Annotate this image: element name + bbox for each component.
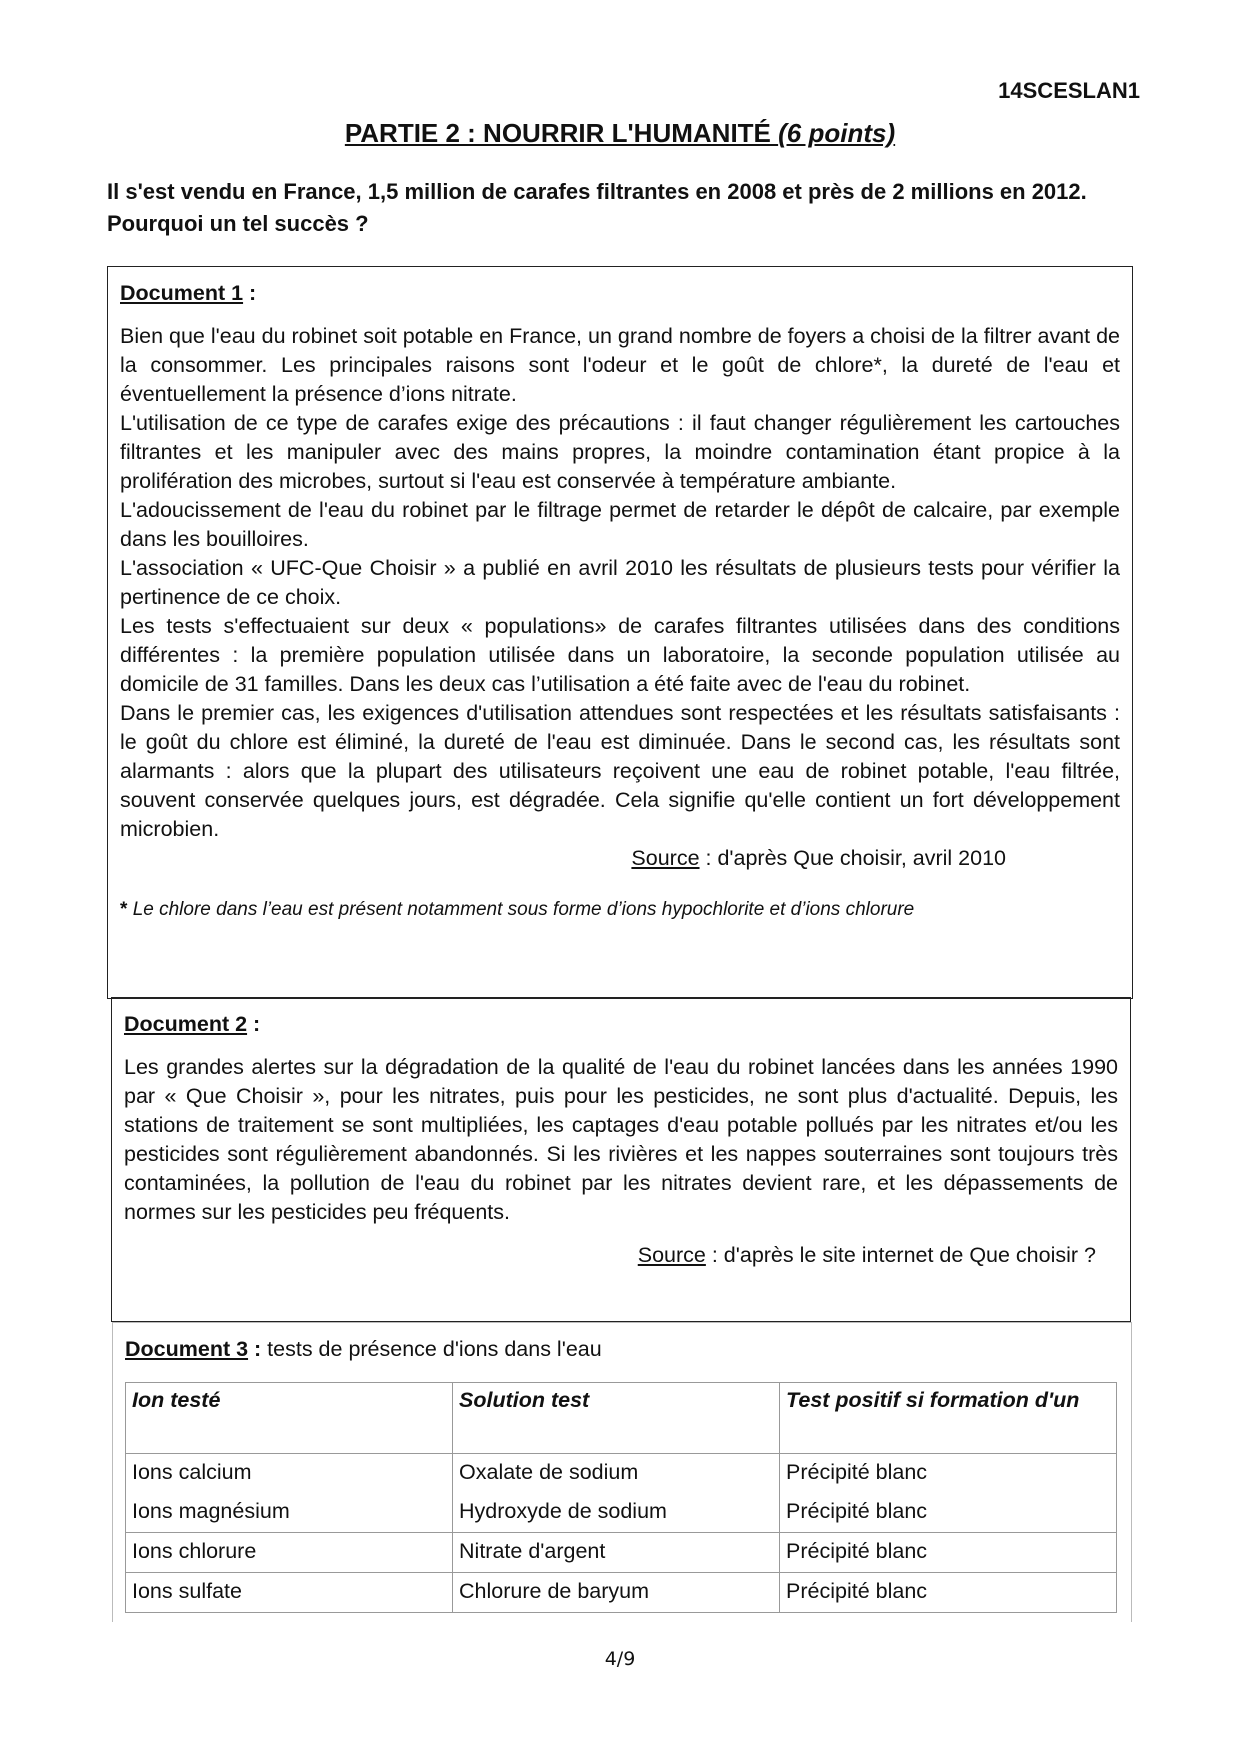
doc1-source-label: Source (631, 846, 700, 870)
table-cell: Ions calcium (126, 1454, 453, 1494)
document-1-box (107, 266, 1133, 999)
table-cell: Précipité blanc (780, 1454, 1117, 1494)
exam-code: 14SCESLAN1 (998, 78, 1140, 103)
table-cell: Précipité blanc (780, 1493, 1117, 1533)
document-1-label: Document 1 (120, 281, 244, 305)
document-3-heading (125, 1335, 1119, 1364)
doc2-source-text: : d'après le site internet de Que choisir ? (705, 1243, 1096, 1267)
table-cell: Chlorure de baryum (453, 1573, 780, 1613)
doc1-footnote (120, 895, 1120, 924)
table-cell: Ions sulfate (126, 1573, 453, 1613)
footnote-star: * (120, 899, 133, 920)
doc1-paragraph: Dans le premier cas, les exigences d'utilisation attendues sont respectées et les résultats satisfaisants : le goût du chlore est éliminé, la dureté de l'eau est diminuée. Dans le second cas, les résultats sont alarmants : alors que la plupart des utilisateurs reçoivent une eau de robinet potable, l'eau filtrée, souvent conservée quelques jours, est dégradée. Cela signifie qu'elle contient un fort développement microbien. (120, 701, 1120, 841)
table-cell: Nitrate d'argent (453, 1533, 780, 1573)
page-number: 4/9 (604, 1648, 636, 1670)
table-cell: Ions magnésium (126, 1493, 453, 1533)
table-row (126, 1573, 1117, 1613)
doc1-paragraph: L'adoucissement de l'eau du robinet par le filtrage permet de retarder le dépôt de calcaire, par exemple dans les bouilloires. (120, 498, 1120, 551)
table-cell: Précipité blanc (780, 1533, 1117, 1573)
table-cell: Précipité blanc (780, 1573, 1117, 1613)
doc1-paragraph: Les tests s'effectuaient sur deux « populations» de carafes filtrantes utilisées dans des conditions différentes : la première population utilisée dans un laboratoire, la seconde population utilisée au domicile de 31 familles. Dans les deux cas l’utilisation a été faite avec de l'eau du robinet. (120, 614, 1120, 696)
table-row (126, 1454, 1117, 1494)
document-1-heading (120, 279, 1120, 308)
document-2-colon: : (247, 1012, 261, 1036)
doc1-paragraph: L'utilisation de ce type de carafes exige des précautions : il faut changer régulièrement les cartouches filtrantes et les manipuler avec des mains propres, la moindre contamination étant propice à la prolifération des microbes, surtout si l'eau est conservée à température ambiante. (120, 411, 1120, 493)
footnote-text: Le chlore dans l’eau est présent notamment sous forme d’ions hypochlorite et d’ions chlorure (132, 899, 915, 920)
page-title (0, 118, 1240, 149)
doc1-paragraph: L'association « UFC-Que Choisir » a publié en avril 2010 les résultats de plusieurs tests pour vérifier la pertinence de ce choix. (120, 556, 1120, 609)
doc1-source (120, 844, 1120, 873)
doc2-paragraph: Les grandes alertes sur la dégradation de la qualité de l'eau du robinet lancées dans les années 1990 par « Que Choisir », pour les nitrates, puis pour les pesticides, ne sont plus d'actualité. Depuis, les stations de traitement se sont multipliées, les captages d'eau potable pollués par les nitrates et/ou les pesticides sont régulièrement abandonnés. Si les rivières et les nappes souterraines sont toujours très contaminées, la pollution de l'eau du robinet par les nitrates devient rare, et les dépassements de normes sur les pesticides peu fréquents. (124, 1055, 1118, 1224)
title-points: (6 points) (778, 118, 896, 148)
table-header-cell: Solution test (453, 1383, 780, 1454)
table-cell: Hydroxyde de sodium (453, 1493, 780, 1533)
doc2-source-label: Source (637, 1243, 706, 1267)
document-3-box (112, 1322, 1132, 1622)
doc1-source-text: : d'après Que choisir, avril 2010 (699, 846, 1006, 870)
table-header-row (126, 1383, 1117, 1454)
table-cell: Ions chlorure (126, 1533, 453, 1573)
document-2-heading (124, 1010, 1118, 1039)
document-3-label: Document 3 (125, 1337, 249, 1361)
intro-question: Il s'est vendu en France, 1,5 million de carafes filtrantes en 2008 et près de 2 millions en 2012. Pourquoi un tel succès ? (107, 179, 1087, 236)
table-row (126, 1533, 1117, 1573)
title-main: PARTIE 2 : NOURRIR L'HUMANITÉ (344, 118, 779, 148)
table-header-cell: Test positif si formation d'un (780, 1383, 1117, 1454)
document-3-subtitle: tests de présence d'ions dans l'eau (261, 1337, 602, 1361)
document-2-label: Document 2 (124, 1012, 248, 1036)
table-row (126, 1493, 1117, 1533)
doc2-source (124, 1241, 1118, 1270)
document-3-colon: : (248, 1337, 262, 1361)
doc1-paragraph: Bien que l'eau du robinet soit potable en France, un grand nombre de foyers a choisi de la filtrer avant de la consommer. Les principales raisons sont l'odeur et le goût de chlore*, la dureté de l'eau et éventuellement la présence d’ions nitrate. (120, 324, 1120, 406)
table-cell: Oxalate de sodium (453, 1454, 780, 1494)
ions-table (125, 1382, 1117, 1613)
document-1-colon: : (243, 281, 257, 305)
document-2-box (111, 997, 1131, 1322)
table-header-cell: Ion testé (126, 1383, 453, 1454)
